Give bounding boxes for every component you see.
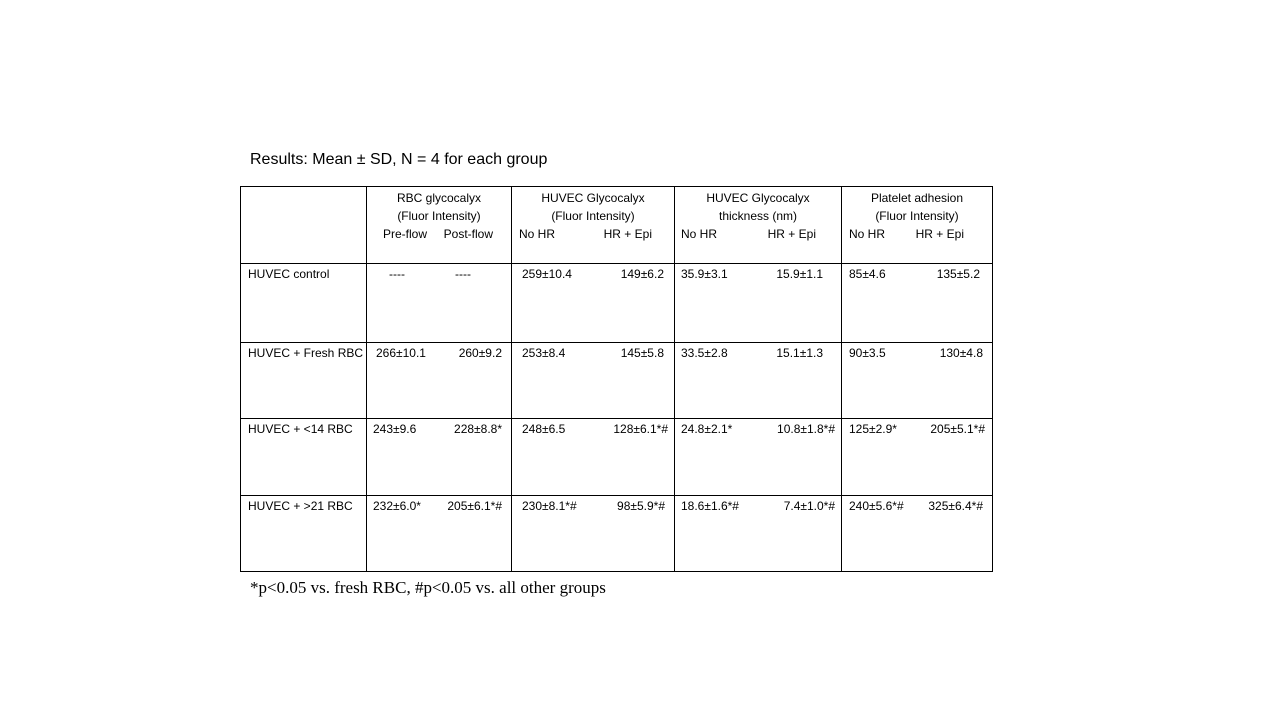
table-row [241, 419, 993, 496]
platelet-adhesion-cell [842, 343, 993, 419]
header-line1: HUVEC Glycocalyx [706, 191, 810, 205]
value-hr-epi: 149±6.2 [620, 267, 664, 281]
huvec-thickness-cell [675, 343, 842, 419]
value-hr-epi: 130±4.8 [939, 346, 983, 360]
huvec-intensity-cell [512, 496, 675, 572]
header-sub-left: Pre-flow [383, 227, 428, 241]
value-pre-flow: 266±10.1 [376, 346, 426, 360]
value-post-flow: 260±9.2 [458, 346, 502, 360]
header-huvec-glycocalyx-thickness [675, 187, 842, 264]
value-hr-epi: 10.8±1.8*# [777, 422, 835, 436]
row-label: HUVEC + <14 RBC [241, 419, 367, 496]
platelet-adhesion-cell [842, 419, 993, 496]
value-pre-flow: 232±6.0* [373, 499, 421, 513]
value-no-hr: 125±2.9* [849, 422, 897, 436]
huvec-intensity-cell [512, 264, 675, 343]
header-sub-right: HR + Epi [915, 227, 964, 241]
huvec-thickness-cell [675, 496, 842, 572]
value-no-hr: 24.8±2.1* [681, 422, 733, 436]
value-no-hr: 230±8.1*# [522, 499, 577, 513]
value-hr-epi: 98±5.9*# [617, 499, 665, 513]
value-post-flow: 205±6.1*# [447, 499, 502, 513]
header-sub-right: HR + Epi [603, 227, 652, 241]
header-line1: Platelet adhesion [870, 191, 964, 205]
header-huvec-glycocalyx-intensity [512, 187, 675, 264]
header-sub-left: No HR [849, 227, 886, 241]
header-line2: thickness (nm) [718, 209, 798, 223]
value-no-hr: 240±5.6*# [849, 499, 904, 513]
value-no-hr: 248±6.5 [522, 422, 566, 436]
rbc-glycocalyx-cell [367, 343, 512, 419]
header-sub-left: No HR [681, 227, 718, 241]
table-header-row [241, 187, 993, 264]
table-row [241, 343, 993, 419]
row-label: HUVEC + >21 RBC [241, 496, 367, 572]
value-hr-epi: 7.4±1.0*# [783, 499, 835, 513]
header-empty-cell [241, 187, 367, 264]
footnote: *p<0.05 vs. fresh RBC, #p<0.05 vs. all other groups [250, 578, 606, 597]
value-no-hr: 259±10.4 [522, 267, 572, 281]
huvec-thickness-cell [675, 419, 842, 496]
value-hr-epi: 15.1±1.3 [776, 346, 823, 360]
huvec-intensity-cell [512, 419, 675, 496]
value-hr-epi: 15.9±1.1 [776, 267, 823, 281]
header-platelet-adhesion [842, 187, 993, 264]
value-no-hr: 253±8.4 [522, 346, 566, 360]
results-title: Results: Mean ± SD, N = 4 for each group [250, 151, 548, 168]
value-no-hr: 33.5±2.8 [681, 346, 728, 360]
value-hr-epi: 145±5.8 [620, 346, 664, 360]
header-line2: (Fluor Intensity) [397, 209, 481, 223]
rbc-glycocalyx-cell [367, 419, 512, 496]
value-no-hr: 18.6±1.6*# [681, 499, 739, 513]
value-hr-epi: 205±5.1*# [930, 422, 985, 436]
value-post-flow: ---- [455, 267, 471, 281]
row-label: HUVEC + Fresh RBC [241, 343, 367, 419]
platelet-adhesion-cell [842, 496, 993, 572]
platelet-adhesion-cell [842, 264, 993, 343]
rbc-glycocalyx-cell [367, 264, 512, 343]
huvec-thickness-cell [675, 264, 842, 343]
value-pre-flow: ---- [389, 267, 405, 281]
header-sub-left: No HR [519, 227, 556, 241]
value-hr-epi: 135±5.2 [936, 267, 980, 281]
header-sub-right: Post-flow [443, 227, 493, 241]
value-hr-epi: 325±6.4*# [928, 499, 983, 513]
value-hr-epi: 128±6.1*# [613, 422, 668, 436]
value-post-flow: 228±8.8* [454, 422, 502, 436]
header-line1: HUVEC Glycocalyx [541, 191, 645, 205]
value-no-hr: 85±4.6 [849, 267, 886, 281]
table-row [241, 264, 993, 343]
row-label: HUVEC control [241, 264, 367, 343]
header-sub-right: HR + Epi [767, 227, 816, 241]
header-line1: RBC glycocalyx [396, 191, 482, 205]
header-line2: (Fluor Intensity) [875, 209, 959, 223]
huvec-intensity-cell [512, 343, 675, 419]
results-table [240, 186, 993, 572]
value-pre-flow: 243±9.6 [373, 422, 417, 436]
value-no-hr: 35.9±3.1 [681, 267, 728, 281]
header-rbc-glycocalyx [367, 187, 512, 264]
rbc-glycocalyx-cell [367, 496, 512, 572]
table-row [241, 496, 993, 572]
value-no-hr: 90±3.5 [849, 346, 886, 360]
header-line2: (Fluor Intensity) [551, 209, 635, 223]
